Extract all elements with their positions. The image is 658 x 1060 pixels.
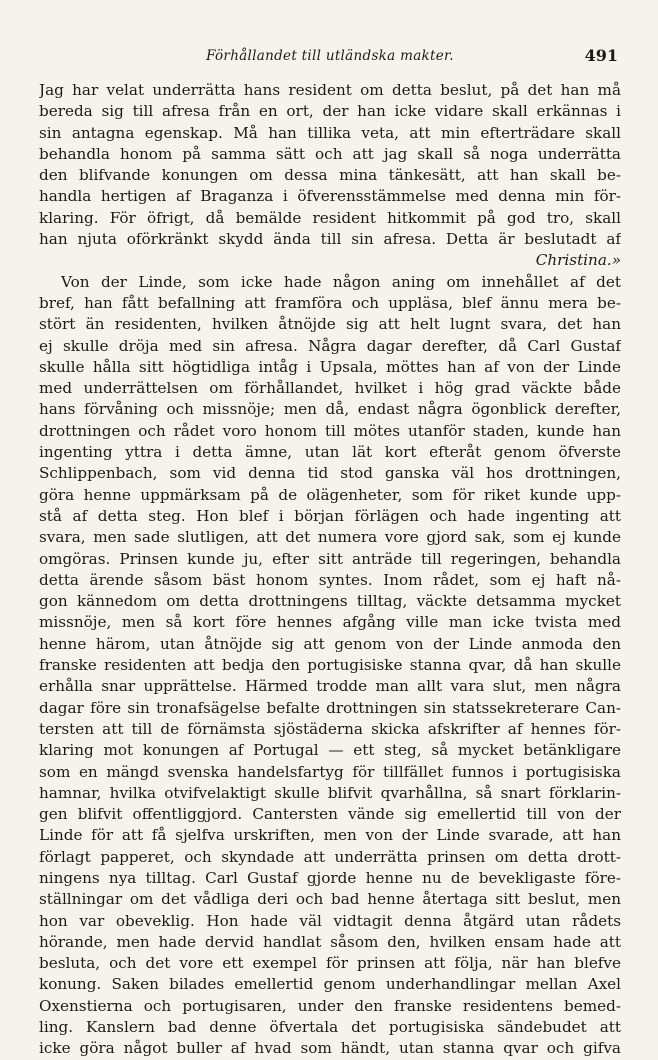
page-header bbox=[40, 44, 620, 70]
running-head: Förhållandet till utländska makter. bbox=[206, 48, 454, 64]
text-line: Linde för att få sjelfva urskriften, men von der Linde svarade, att han bbox=[39, 826, 621, 845]
text-line: bereda sig till afresa från en ort, der han icke vidare skall erkännas i bbox=[39, 102, 621, 121]
text-line: Jag har velat underrätta hans resident om detta beslut, på det han må bbox=[39, 81, 621, 99]
text-line: stå af detta steg. Hon blef i början förlägen och hade ingenting att bbox=[39, 506, 621, 525]
text-line: erhålla snar upprättelse. Härmed trodde man allt vara slut, men några bbox=[39, 677, 621, 696]
text-line: franske residenten att bedja den portugisiske stanna qvar, då han skulle bbox=[39, 656, 621, 675]
text-line: dagar före sin tronafsägelse befalte drottningen sin statssekreterare Can- bbox=[39, 698, 621, 717]
text-line: missnöje, men så kort före hennes afgång ville man icke tvista med bbox=[39, 613, 621, 632]
text-line: klaring. För öfrigt, då bemälde resident hitkommit på god tro, skall bbox=[39, 208, 621, 227]
text-line: hörande, men hade dervid handlat såsom den, hvilken ensam hade att bbox=[39, 932, 621, 951]
text-line: ningens nya tilltag. Carl Gustaf gjorde henne nu de bevekligaste före- bbox=[39, 868, 621, 887]
text-line: hon var obeveklig. Hon hade väl vidtagit denna åtgärd utan rådets bbox=[39, 911, 621, 930]
text-line: som en mängd svenska handelsfartyg för tillfället funnos i portugisiska bbox=[39, 762, 621, 781]
text-line: sin antagna egenskap. Må han tillika veta, att min efterträdare skall bbox=[39, 123, 621, 142]
text-line: ej skulle dröja med sin afresa. Några dagar derefter, då Carl Gustaf bbox=[39, 336, 621, 355]
text-line: konung. Saken bilades emellertid genom underhandlingar mellan Axel bbox=[39, 975, 621, 994]
text-line: Oxenstierna och portugisaren, under den franske residentens bemed- bbox=[39, 996, 621, 1015]
text-line: besluta, och det vore ett exempel för prinsen att följa, när han blefve bbox=[39, 954, 621, 973]
text-line: med underrättelsen om förhållandet, hvilket i hög grad väckte både bbox=[39, 379, 621, 398]
text-line: ling. Kanslern bad denne öfvertala det portugisiska sändebudet att bbox=[39, 1018, 621, 1037]
body-text bbox=[39, 80, 621, 1060]
text-line: handla hertigen af Braganza i öfverensstämmelse med denna min för- bbox=[39, 187, 621, 206]
text-line: svara, men sade slutligen, att det numera vore gjord sak, som ej kunde bbox=[39, 528, 621, 547]
text-line: behandla honom på samma sätt och att jag skall så noga underrätta bbox=[39, 144, 621, 163]
text-line: hamnar, hvilka otvifvelaktigt skulle blifvit qvarhållna, så snart förklarin- bbox=[39, 783, 621, 802]
text-line: gen blifvit offentliggjord. Cantersten vände sig emellertid till von der bbox=[39, 805, 621, 824]
text-line: Von der Linde, som icke hade någon aning om innehållet af det bbox=[61, 272, 621, 291]
text-line: bref, han fått befallning att framföra och uppläsa, blef ännu mera be- bbox=[39, 293, 621, 312]
text-line: Schlippenbach, som vid denna tid stod ganska väl hos drottningen, bbox=[39, 464, 621, 483]
text-line: skulle hålla sitt högtidliga intåg i Upsala, möttes han af von der Linde bbox=[39, 357, 621, 376]
text-line: han njuta oförkränkt skydd ända till sin afresa. Detta är beslutadt af bbox=[39, 230, 621, 249]
text-line: icke göra något buller af hvad som händt, utan stanna qvar och gifva bbox=[39, 1039, 621, 1058]
text-line: henne härom, utan åtnöjde sig att genom von der Linde anmoda den bbox=[39, 634, 621, 653]
text-line: gon kännedom om detta drottningens tilltag, väckte detsamma mycket bbox=[39, 592, 621, 611]
text-line: ingenting yttra i detta ämne, utan lät kort efteråt genom öfverste bbox=[39, 443, 621, 462]
text-line: Christina.» bbox=[535, 251, 621, 270]
text-line: ställningar om det vådliga deri och bad henne återtaga sitt beslut, men bbox=[39, 890, 621, 909]
text-line: den blifvande konungen om dessa mina tänkesätt, att han skall be- bbox=[39, 166, 621, 185]
text-line: omgöras. Prinsen kunde ju, efter sitt anträde till regeringen, behandla bbox=[39, 549, 621, 568]
text-line: detta ärende såsom bäst honom syntes. Inom rådet, som ej haft nå- bbox=[39, 570, 621, 589]
text-line: stört än residenten, hvilken åtnöjde sig att helt lugnt svara, det han bbox=[39, 315, 621, 334]
text-line: tersten att till de förnämsta sjöstäderna skicka afskrifter af hennes för- bbox=[39, 719, 621, 738]
text-line: klaring mot konungen af Portugal — ett steg, så mycket betänkligare bbox=[39, 741, 621, 760]
text-line: drottningen och rådet voro honom till mötes utanför staden, kunde han bbox=[39, 421, 621, 440]
text-line: göra henne uppmärksam på de olägenheter, som för riket kunde upp- bbox=[39, 485, 621, 504]
text-line: förlagt papperet, och skyndade att underrätta prinsen om detta drott- bbox=[39, 847, 621, 866]
text-line: hans förvåning och missnöje; men då, endast några ögonblick derefter, bbox=[39, 400, 621, 419]
page-number: 491 bbox=[584, 46, 618, 65]
